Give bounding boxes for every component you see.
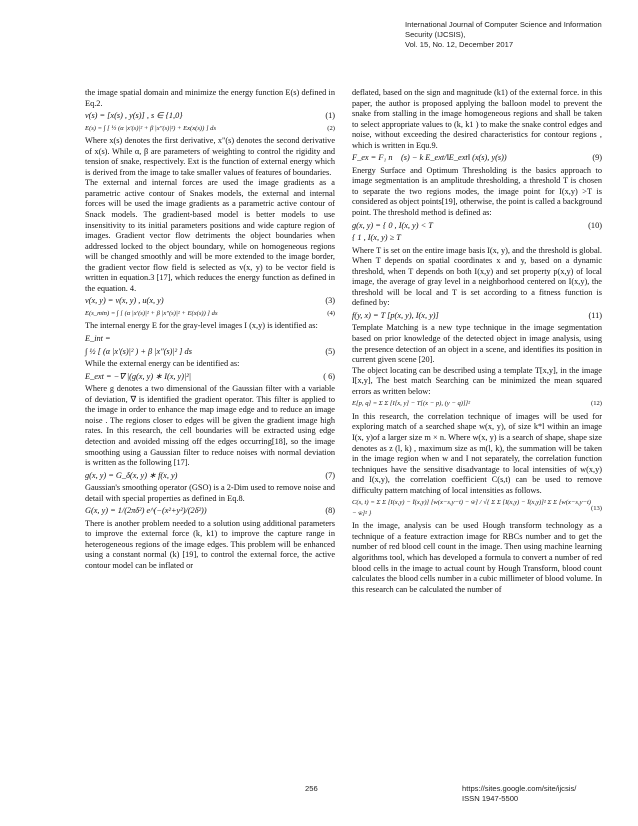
equation-8	[85, 506, 335, 517]
equation-body: F_ex = F₁ n⃗ (s) − k E_ext/‖E_ext‖ (x(s), y(s))	[352, 153, 507, 163]
equation-number: (9)	[592, 153, 602, 163]
equation-number: (1)	[325, 111, 335, 121]
equation-body: E[p, q] = Σ Σ [I[x, y] − T[(x − p), (y − q)]]²	[352, 400, 471, 408]
equation-number: (4)	[327, 309, 335, 317]
journal-url: https://sites.google.com/site/ijcsis/	[462, 784, 577, 793]
paragraph: The internal energy E for the gray-level images I (x,y) is identified as:	[85, 321, 318, 331]
equation-body: ∫ ½ [ (α |x′(s)|² ) + β |x″(s)|² ] ds	[85, 346, 192, 356]
paragraph: Where x(s) denotes the first derivative, x"(s) denotes the second derivative of x(s). While α, β are parameters of weighting to control the rigidity and tension of snake, respectively. Ext is the function of external energy which is derived from the image to take smaller values of features of boundaries.	[85, 136, 335, 177]
equation-number: (12)	[591, 400, 602, 408]
equation-body: G(x, y) = 1/(2πδ²) e^(−(x²+y²)/(2δ²))	[85, 506, 207, 516]
left-column	[85, 88, 335, 572]
equation-number: (10)	[588, 220, 602, 230]
equation-10b	[352, 233, 602, 244]
paragraph: The object locating can be described using a template T[x,y], in the image I[x,y], The best match Searching can be minimized the mean squared errors as written below:	[352, 365, 602, 396]
paragraph: Where T is set on the entire image basis I(x, y), and the threshold is global. When T depends on spatial coordinates x and y, based on a dynamic threshold, when T depends on both I(x,y) and set property p(x,y) of local image, the average of gray level in a neighborhood centered on I(x,y), the threshold will be local and T is set according to a fitness function is defined by:	[352, 245, 602, 308]
equation-number: (13)	[591, 504, 602, 512]
equation-body: { 1 , I(x, y) ≥ T	[352, 233, 401, 243]
equation-body: f(y, x) = T [p(x, y), I(x, y)]	[352, 310, 439, 320]
paragraph: Template Matching is a new type technique in the image segmentation based on prior knowledge of the detected object in image analysis, using the presence detection of an object in a scene, and identifies its position in current given scene [20].	[352, 323, 602, 365]
journal-header	[405, 20, 625, 50]
equation-number: (3)	[325, 296, 335, 306]
paragraph: There is another problem needed to a solution using additional parameters to improve the external force (k, k1) to improve the capture range in heterogeneous regions of the image edges. This problem will be enhanced using a constant normal (k) [19], to control the external force, the active contour model can be inflated or	[85, 518, 335, 570]
right-column	[352, 88, 602, 595]
paragraph: deflated, based on the sign and magnitude (k1) of the external force. in this paper, the author is proposed applying the balloon model to prevent the snake from stalling in the image homogeneous regions and shall be taken to select appropriate values to (k, k1 ) to make the snake control edges and noise, without exceeding the desired characteristics for contour regions , which is written in Equ.9.	[352, 88, 602, 150]
equation-4	[85, 309, 335, 320]
equation-11	[352, 311, 602, 322]
footer-info	[462, 784, 612, 804]
paragraph: The external and internal forces are used the image gradients as a parametric active contour of Snakes models, the external and internal forces will be used the image gradients as a parametric active contour of Snack models. The gradient-based model is better models to use insensitivity to its initial parameters positions and wide capture region of images. Gradient vector flow detriments the object boundaries when addressed locked to the object boundary, while on homogeneous regions will be changed smoothly and will be more extended to the image border, the gradient vector flow field is selected as v(x, y) to be vector field is written in equation.3 [17], which reduces the energy function as defined in the equation. 4.	[85, 178, 335, 293]
equation-number: (11)	[588, 310, 602, 320]
equation-12	[352, 399, 602, 410]
equation-9	[352, 153, 602, 164]
equation-2	[85, 124, 335, 135]
equation-number: (7)	[325, 470, 335, 480]
equation-1	[85, 111, 335, 122]
equation-number: (5)	[325, 346, 335, 356]
journal-title: International Journal of Computer Science and Information Security (IJCSIS),	[405, 20, 602, 39]
equation-body: v(s) = [x(s) , y(s)] , s ∈ {1,0}	[85, 111, 183, 121]
paragraph: Energy Surface and Optimum Thresholding is the basics approach to image segmentation is an amplitude thresholding, a threshold T is chosen to separate the two regions modes, the image point for I(x,y) >T is considered as object points[19], otherwise, the point is called a background point. The threshold method is defined as:	[352, 165, 602, 218]
equation-3	[85, 296, 335, 307]
equation-body: E(s) = ∫ [ ½ (α |x′(s)|² + β |x″(s)|²) + Ex(x(s)) ] ds	[85, 124, 217, 132]
equation-body: E_int =	[85, 334, 111, 344]
issn: ISSN 1947-5500	[462, 794, 519, 803]
journal-volume: Vol. 15, No. 12, December 2017	[405, 40, 514, 49]
equation-10	[352, 221, 602, 232]
equation-5	[85, 347, 335, 358]
equation-number: ( 6)	[323, 371, 335, 381]
equation-body: v(x, y) = v(x, y) , u(x, y)	[85, 296, 164, 306]
equation-body: g(x, y) = { 0 , I(x, y) < T	[352, 220, 433, 230]
page-number: 256	[305, 784, 318, 793]
paragraph: While the external energy can be identified as:	[85, 359, 240, 369]
paragraph: the image spatial domain and minimize the energy function E(s) defined in Eq.2.	[85, 88, 335, 108]
paragraph: Where g denotes a two dimensional of the Gaussian filter with a variable of deviation, ∇ is identified the gradient operator. This filter is applied to the image in order to enhance the map image edge and to reduce an image noise . The regions closer to edges will be given the gradient image high rates. In this research, the cell boundaries will be extracted using edge detection and avoided missing off the edges occurring[18], so the image smoothing using a Gaussian filter to reduce noises with normal deviation is written as the following [17].	[85, 384, 335, 468]
paragraph: In this research, the correlation technique of images will be used for exploring match of a searched shape w(x, y), of size k*l within an image I(x, y)of a larger size m × n. Where w(x, y) is a search of shape, shape size denotes as z (l, k) , maximum size as m(l, k), the summation will be taken in the image region when w and I not separately, the correlation function techniques have the sensitive disadvantage to local intensities of w(x,y) and I(x,y), the correlation coefficient C(s,t) can be used to remove difficulty pattern matching of local intensities as follows.	[352, 411, 602, 495]
paragraph: In the image, analysis can be used Hough transform technology as a technique of a feature extraction image for RBCs number and to get the number of red blood cell count in the image. Then using machine learning algorithms tool, which has developed a formula to convert a number of red blood cells in the image to actual count by Hough Transform, blood count calculates the blood cells number in a cubic millimeter of blood volume. In this research can be calculated the number of	[352, 521, 602, 594]
equation-number: (8)	[325, 506, 335, 516]
equation-body: E(s_min) = ∫ [ (α |x′(s)|² + β |x″(s)|² + E(x(s)) ] ds	[85, 309, 218, 317]
paragraph: Gaussian's smoothing operator (GSO) is a 2-Dim used to remove noise and detail with special properties as defined in Eq.8.	[85, 483, 335, 503]
equation-number: (2)	[327, 124, 335, 132]
equation-5a	[85, 334, 335, 345]
equation-6	[85, 372, 335, 383]
equation-13	[352, 498, 602, 519]
equation-body: E_ext = −∇ |(g(x, y) ∗ I(x, y)|²|	[85, 371, 192, 381]
equation-7	[85, 471, 335, 482]
equation-body: C(s, t) = Σ Σ [I(x,y) − Ī(x,y)] [w(x−s,y−t) − w̄] / √{ Σ Σ [I(x,y) − Ī(x,y)]² Σ Σ [w(x−s,y−t) − w̄]² }	[352, 499, 591, 517]
equation-body: g(x, y) = G_δ(x, y) ∗ f(x, y)	[85, 470, 178, 480]
